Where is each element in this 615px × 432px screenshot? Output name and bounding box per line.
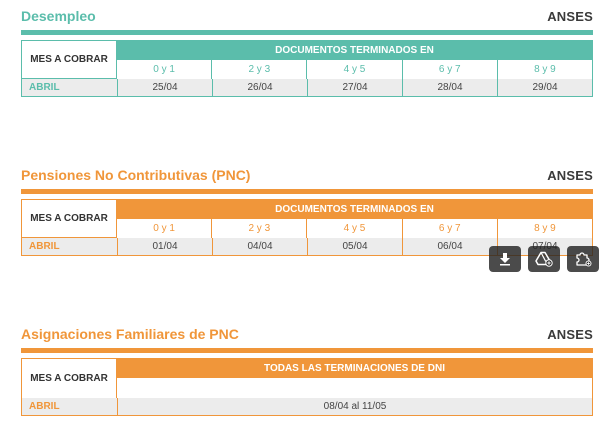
column-header: 4 y 5 — [306, 60, 401, 79]
download-button[interactable] — [489, 246, 521, 272]
anses-logo: ANSES — [547, 327, 593, 342]
empty-subheader — [117, 378, 592, 399]
anses-logo: ANSES — [547, 168, 593, 183]
column-header: 6 y 7 — [402, 60, 497, 79]
month-label: ABRIL — [29, 82, 60, 93]
table-header: DOCUMENTOS TERMINADOS EN — [117, 200, 592, 219]
date-cell: 27/04 — [307, 79, 402, 96]
payment-table — [21, 40, 593, 97]
section-header — [21, 8, 593, 30]
save-to-drive-button[interactable] — [528, 246, 560, 272]
date-cell: 28/04 — [402, 79, 497, 96]
section-title: Pensiones No Contributivas (PNC) — [21, 167, 251, 183]
section-header — [21, 167, 593, 189]
date-range-cell: 08/04 al 11/05 — [117, 398, 592, 415]
column-header: 8 y 9 — [497, 60, 592, 79]
section-bar — [21, 189, 593, 194]
pnc-section — [21, 167, 593, 256]
extension-button[interactable] — [567, 246, 599, 272]
download-icon — [498, 252, 512, 266]
section-header — [21, 326, 593, 348]
table-header: DOCUMENTOS TERMINADOS EN — [117, 41, 592, 60]
dni-column-headers — [117, 60, 592, 80]
mes-a-cobrar-label: MES A COBRAR — [22, 359, 117, 399]
column-header: 0 y 1 — [117, 60, 211, 79]
mes-a-cobrar-label: MES A COBRAR — [22, 41, 117, 79]
date-cell: 26/04 — [212, 79, 307, 96]
table-row — [22, 79, 592, 96]
dni-columns — [117, 41, 592, 80]
dni-column-headers — [117, 219, 592, 239]
anses-logo: ANSES — [547, 9, 593, 24]
date-cell: 29/04 — [497, 79, 592, 96]
month-label: ABRIL — [29, 401, 60, 412]
date-cell: 01/04 — [117, 238, 212, 255]
date-cell: 05/04 — [307, 238, 402, 255]
date-cell: 25/04 — [117, 79, 212, 96]
drive-add-icon — [535, 251, 553, 267]
section-title: Desempleo — [21, 8, 96, 24]
column-header: 6 y 7 — [402, 219, 497, 238]
column-header: 2 y 3 — [211, 60, 306, 79]
table-header: TODAS LAS TERMINACIONES DE DNI — [117, 359, 592, 378]
desempleo-section — [21, 8, 593, 97]
dni-columns — [117, 359, 592, 399]
column-header: 0 y 1 — [117, 219, 211, 238]
payment-table — [21, 358, 593, 416]
section-title: Asignaciones Familiares de PNC — [21, 326, 239, 342]
mes-a-cobrar-label: MES A COBRAR — [22, 200, 117, 238]
column-header: 4 y 5 — [306, 219, 401, 238]
asignaciones-section — [21, 326, 593, 416]
column-header: 2 y 3 — [211, 219, 306, 238]
section-bar — [21, 348, 593, 353]
section-bar — [21, 30, 593, 35]
puzzle-icon — [574, 251, 592, 267]
month-label: ABRIL — [29, 241, 60, 252]
column-header: 8 y 9 — [497, 219, 592, 238]
table-row — [22, 398, 592, 415]
date-cell: 04/04 — [212, 238, 307, 255]
dni-columns — [117, 200, 592, 239]
date-cell: 06/04 — [402, 238, 497, 255]
